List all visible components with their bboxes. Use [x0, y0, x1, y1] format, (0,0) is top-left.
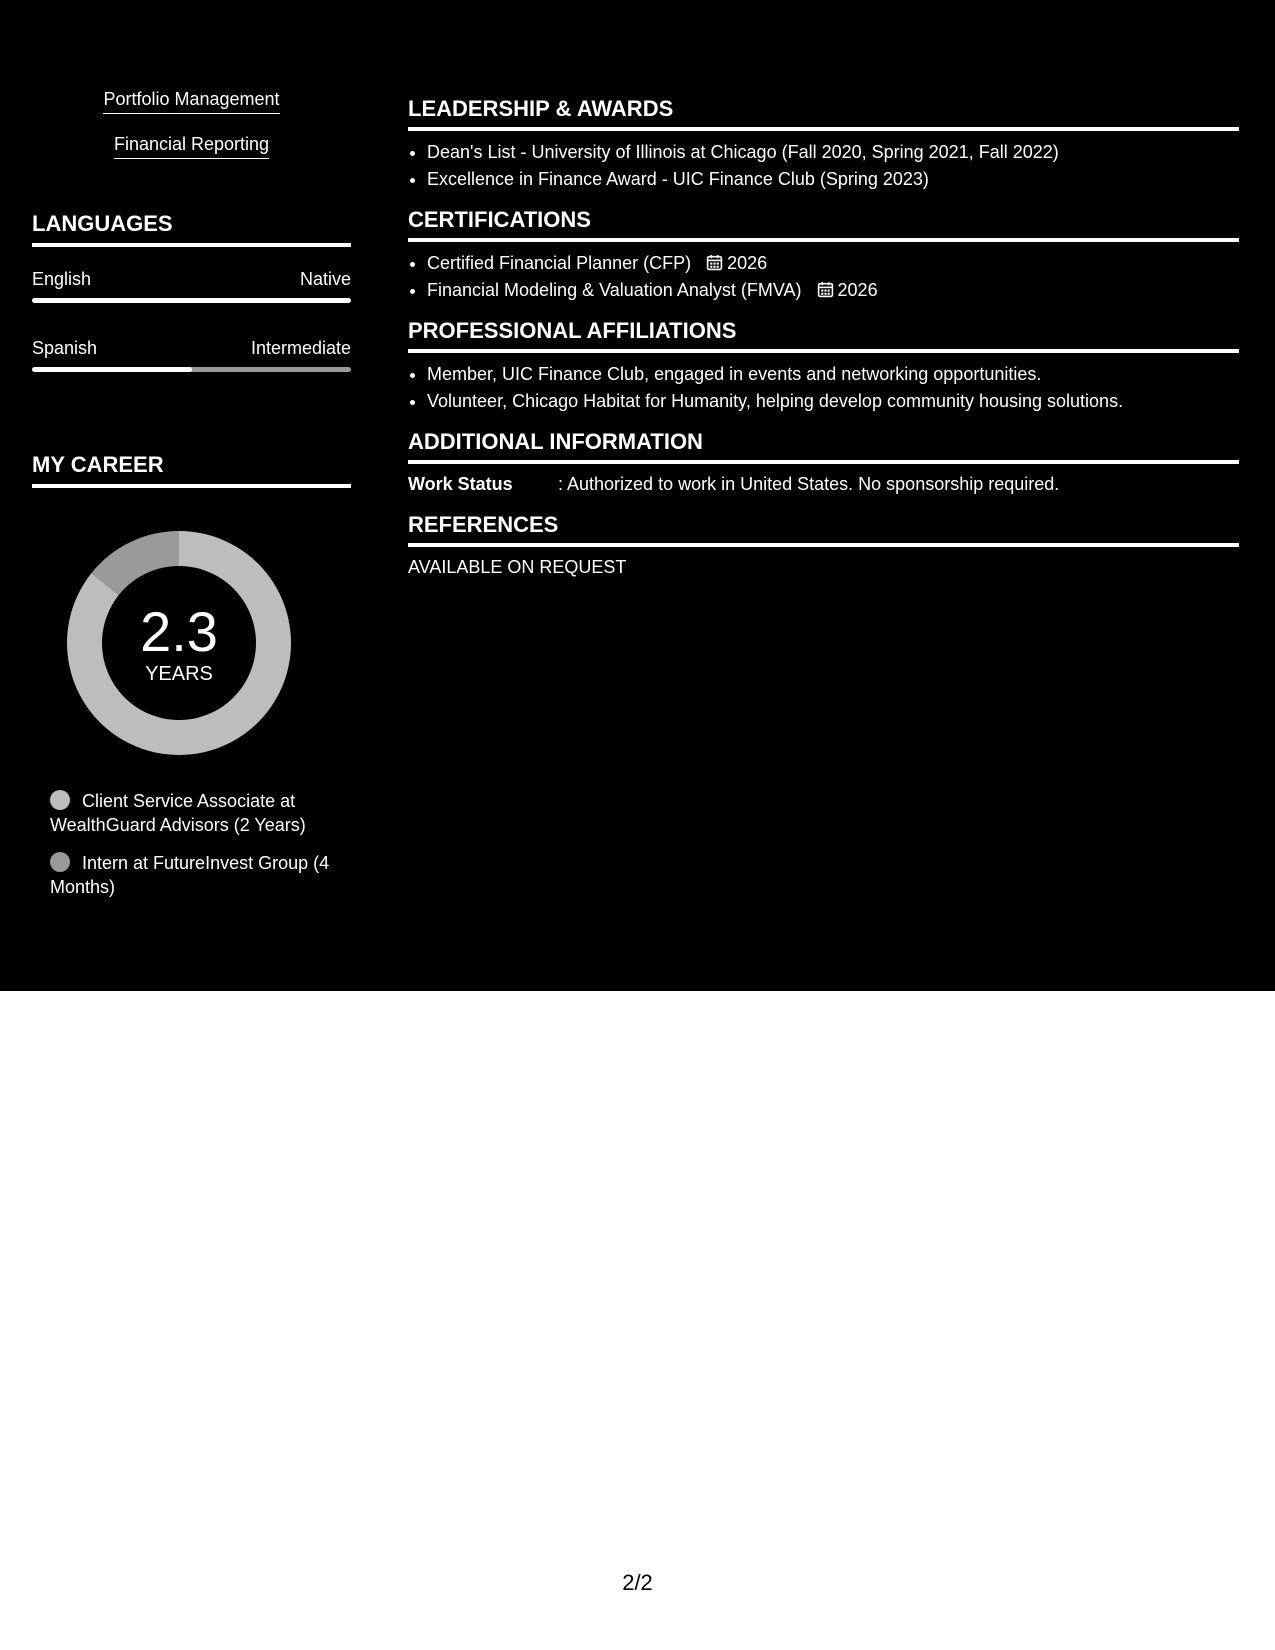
list-item: • Member, UIC Finance Club, engaged in events and networking opportunities.	[427, 361, 1239, 388]
page-number: 2/2	[622, 1570, 653, 1595]
skill-label: Portfolio Management	[103, 88, 279, 114]
certification-name: Certified Financial Planner (CFP)	[427, 253, 692, 273]
career-donut-center	[66, 530, 292, 756]
career-legend-item	[50, 789, 350, 837]
leadership-list	[408, 139, 1239, 193]
language-proficiency-fill	[32, 298, 351, 303]
language-row	[32, 337, 351, 359]
work-status-value: : Authorized to work in United States. No sponsorship required.	[558, 474, 1060, 494]
list-item	[427, 250, 1239, 277]
language-level: Native	[299, 269, 351, 289]
list-item: • Dean's List - University of Illinois at Chicago (Fall 2020, Spring 2021, Fall 2022)	[427, 139, 1239, 166]
calendar-icon	[817, 281, 834, 298]
career-legend-item	[50, 851, 350, 899]
legend-dot-icon	[50, 790, 70, 810]
affiliations-list	[408, 361, 1239, 415]
section-title: ADDITIONAL INFORMATION	[408, 429, 1239, 464]
career-legend-label: Client Service Associate at WealthGuard Advisors (2 Years)	[50, 791, 306, 835]
section-title: LEADERSHIP & AWARDS	[408, 96, 1239, 131]
section-title: CERTIFICATIONS	[408, 207, 1239, 242]
leadership-section	[408, 96, 1239, 193]
work-status-row	[408, 472, 1239, 496]
career-total-unit: YEARS	[145, 663, 213, 685]
references-section	[408, 512, 1239, 579]
languages-heading: LANGUAGES	[32, 211, 351, 247]
additional-info-section	[408, 429, 1239, 496]
language-proficiency-fill	[32, 367, 192, 372]
language-name: English	[32, 269, 92, 289]
section-title: REFERENCES	[408, 512, 1239, 547]
language-level: Intermediate	[250, 338, 351, 358]
language-name: Spanish	[32, 338, 98, 358]
skill-item	[32, 133, 351, 159]
career-legend-label: Intern at FutureInvest Group (4 Months)	[50, 853, 330, 897]
language-proficiency-bar	[32, 367, 351, 372]
section-title: PROFESSIONAL AFFILIATIONS	[408, 318, 1239, 353]
legend-dot-icon	[50, 852, 70, 872]
certification-name: Financial Modeling & Valuation Analyst (FMVA)	[427, 280, 802, 300]
certification-year: 2026	[837, 280, 878, 300]
career-heading: MY CAREER	[32, 452, 351, 488]
list-item: • Excellence in Finance Award - UIC Finance Club (Spring 2023)	[427, 166, 1239, 193]
certifications-list	[408, 250, 1239, 304]
career-donut-chart	[66, 530, 292, 756]
calendar-icon	[706, 254, 723, 271]
work-status-label: Work Status	[408, 474, 513, 494]
list-item: • Volunteer, Chicago Habitat for Humanity, helping develop community housing solutions.	[427, 388, 1239, 415]
certification-year: 2026	[727, 253, 768, 273]
skill-item	[32, 88, 351, 114]
affiliations-section	[408, 318, 1239, 415]
references-text: AVAILABLE ON REQUEST	[408, 557, 627, 577]
list-item	[427, 277, 1239, 304]
career-total-years: 2.3	[140, 600, 218, 663]
certifications-section	[408, 207, 1239, 304]
skill-label: Financial Reporting	[114, 133, 269, 159]
language-row	[32, 268, 351, 290]
language-proficiency-bar	[32, 298, 351, 303]
